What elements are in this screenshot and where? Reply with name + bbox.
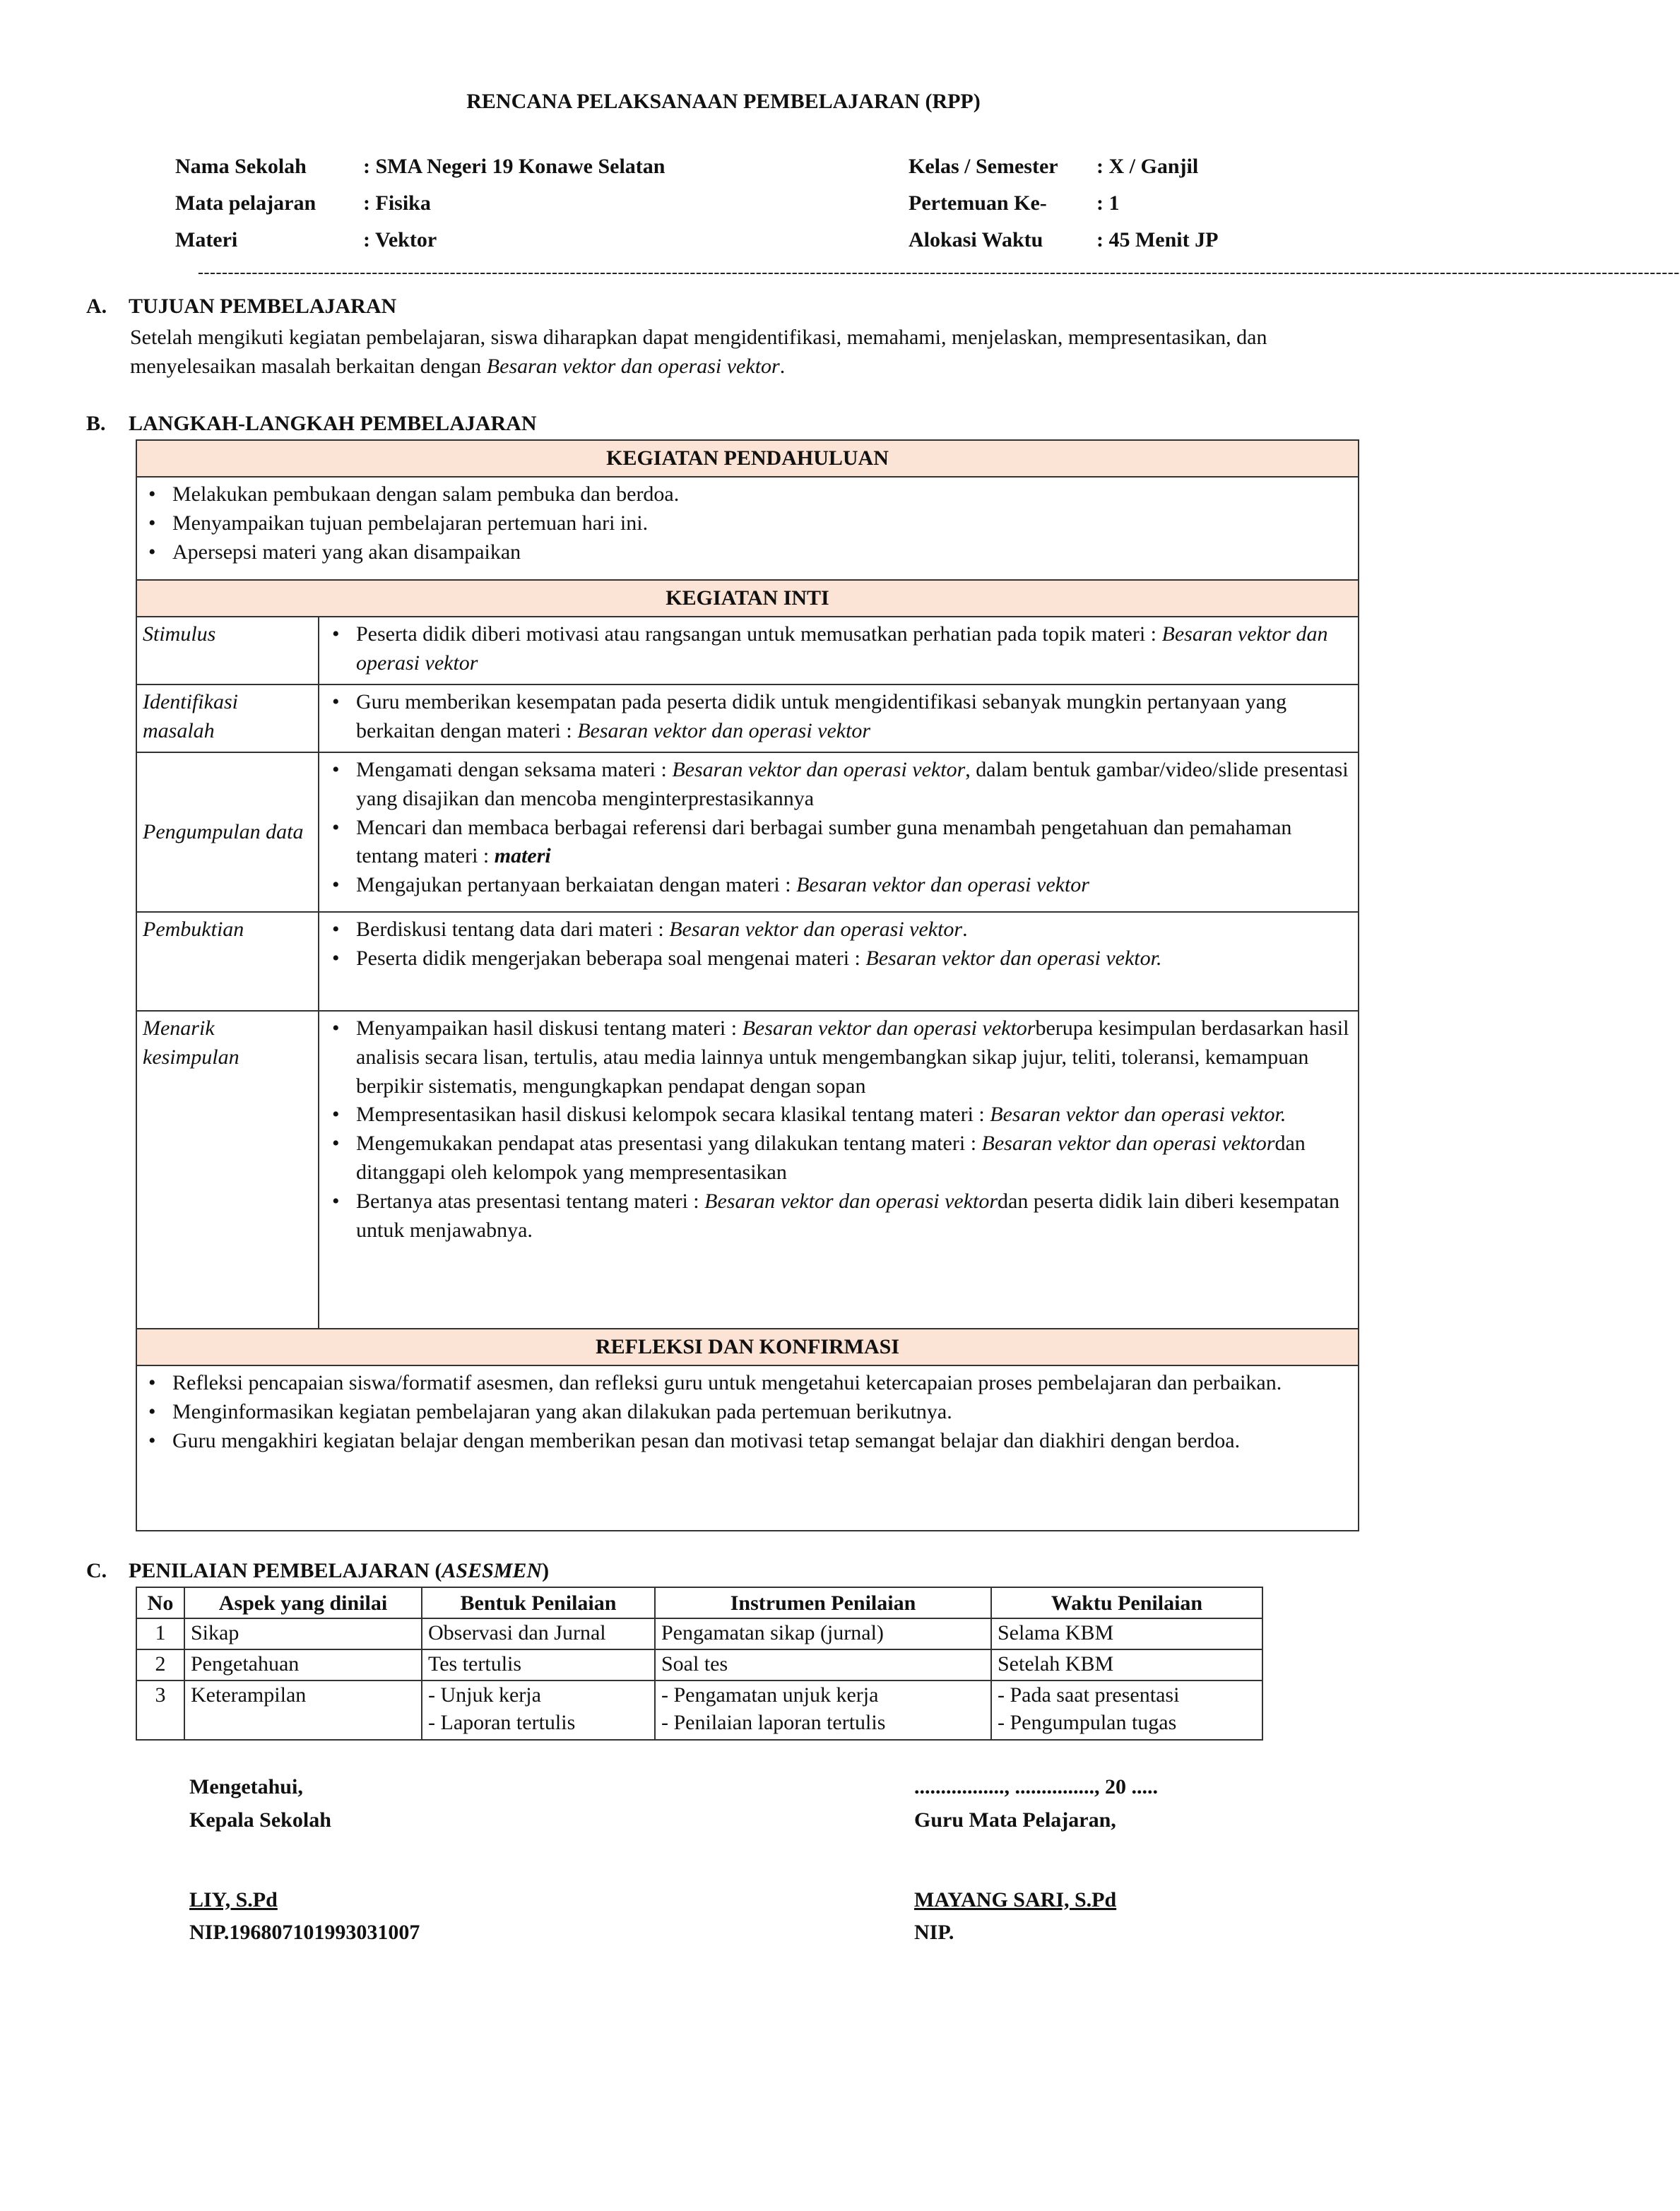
identifikasi-cell	[319, 684, 1359, 752]
list-item	[326, 1014, 1351, 1101]
sign-knowing: Mengetahui,	[189, 1775, 303, 1798]
section-c-heading	[86, 1557, 549, 1586]
stimulus-cell	[319, 617, 1359, 684]
cell-line: - Pada saat presentasi	[998, 1683, 1180, 1707]
stage-identifikasi: Identifikasi masalah	[136, 684, 319, 752]
page-title: RENCANA PELAKSANAAN PEMBELAJARAN (RPP)	[466, 90, 981, 113]
signature-left	[189, 1773, 420, 1948]
sign-nip: NIP.196807101993031007	[189, 1921, 420, 1945]
cell-bentuk: Tes tertulis	[422, 1649, 655, 1681]
item-text: Mengamati dengan seksama materi :	[356, 758, 673, 781]
item-text: Mempresentasikan hasil diskusi kelompok secara klasikal tentang materi :	[356, 1103, 990, 1127]
column-header: Instrumen Penilaian	[655, 1587, 991, 1618]
sign-role: Kepala Sekolah	[189, 1808, 331, 1832]
item-text: dan peserta didik lain diberi kesempatan untuk menjawabnya.	[356, 1189, 1340, 1242]
section-title: TUJUAN PEMBELAJARAN	[129, 295, 397, 318]
cell-no: 3	[136, 1681, 184, 1740]
item-topic: Besaran vektor dan operasi vektor	[704, 1189, 998, 1213]
list-item	[326, 814, 1351, 872]
item-text: Guru memberikan kesempatan pada peserta didik untuk mengidentifikasi sebanyak mungkin pertanyaan yang berkaitan dengan materi :	[356, 690, 1287, 742]
item-topic: Besaran vektor dan operasi vektor	[669, 918, 963, 941]
sign-name: LIY, S.Pd	[189, 1887, 278, 1911]
cell-line: - Penilaian laporan tertulis	[661, 1711, 886, 1734]
info-label: Nama Sekolah	[175, 155, 307, 178]
cell-line: - Pengamatan unjuk kerja	[661, 1683, 879, 1707]
item-text: Menyampaikan hasil diskusi tentang materi :	[356, 1016, 743, 1040]
cell-line: - Laporan tertulis	[428, 1711, 576, 1734]
stage-kesimpulan: Menarik kesimpulan	[136, 1011, 319, 1329]
sign-name: MAYANG SARI, S.Pd	[914, 1887, 1117, 1911]
item-text: Peserta didik mengerjakan beberapa soal mengenai materi :	[356, 946, 866, 970]
cell-aspek: Keterampilan	[184, 1681, 422, 1740]
info-value: : 1	[1096, 191, 1120, 215]
stage-pengumpulan: Pengumpulan data	[136, 752, 319, 912]
sign-nip: NIP.	[914, 1921, 954, 1945]
list-item: • Refleksi pencapaian siswa/formatif asesmen, dan refleksi guru untuk mengetahui ketercapaian proses pembelajaran dan perbaikan.	[143, 1369, 1352, 1398]
kesimpulan-cell	[319, 1011, 1359, 1329]
info-value: : Vektor	[363, 228, 437, 251]
stage-pembuktian: Pembuktian	[136, 912, 319, 1011]
list-item	[326, 1101, 1351, 1130]
list-item	[326, 915, 1351, 944]
cell-instrumen: Pengamatan sikap (jurnal)	[655, 1618, 991, 1649]
objective-text: Setelah mengikuti kegiatan pembelajaran, siswa diharapkan dapat mengidentifikasi, memahami, menjelaskan, mempresentasikan, dan menyelesaikan masalah berkaitan dengan	[130, 326, 1267, 378]
stage-stimulus: Stimulus	[136, 617, 319, 684]
cell-line: - Pengumpulan tugas	[998, 1711, 1177, 1734]
cell-waktu: Setelah KBM	[991, 1649, 1262, 1681]
list-item: • Guru mengakhiri kegiatan belajar dengan memberikan pesan dan motivasi tetap semangat belajar dan diakhiri dengan berdoa.	[143, 1427, 1352, 1456]
column-header: Aspek yang dinilai	[184, 1587, 422, 1618]
pendahuluan-cell	[136, 477, 1359, 580]
assessment-table	[136, 1587, 1263, 1741]
info-label: Kelas / Semester	[909, 155, 1058, 178]
list-item: • Menyampaikan tujuan pembelajaran pertemuan hari ini.	[143, 509, 1352, 538]
item-topic: Besaran vektor dan operasi vektor	[356, 622, 1328, 675]
pembuktian-cell	[319, 912, 1359, 1011]
sign-date: ................., ..............., 20 .....	[914, 1775, 1158, 1798]
cell-aspek: Sikap	[184, 1618, 422, 1649]
signature-right	[914, 1773, 1158, 1948]
list-item: • Apersepsi materi yang akan disampaikan	[143, 538, 1352, 567]
cell-waktu	[991, 1681, 1262, 1740]
item-text: , dalam bentuk gambar/video/slide presentasi yang disajikan dan mencoba menginterprestasikannya	[356, 758, 1349, 810]
list-item	[326, 756, 1351, 814]
table-row	[136, 1618, 1262, 1649]
cell-waktu: Selama KBM	[991, 1618, 1262, 1649]
info-right	[909, 153, 1332, 251]
item-topic: Besaran vektor dan operasi vektor	[981, 1132, 1275, 1156]
item-text: .	[962, 918, 968, 941]
item-topic: Besaran vektor dan operasi vektor.	[865, 946, 1162, 970]
info-label: Materi	[175, 228, 238, 251]
cell-instrumen: Soal tes	[655, 1649, 991, 1681]
info-value: : SMA Negeri 19 Konawe Selatan	[363, 155, 666, 178]
item-text: Berdiskusi tentang data dari materi :	[356, 918, 670, 941]
item-topic: Besaran vektor dan operasi vektor.	[990, 1103, 1286, 1127]
section-title: PENILAIAN PEMBELAJARAN (	[129, 1559, 442, 1582]
section-letter: C.	[86, 1559, 107, 1582]
objective-topic: Besaran vektor dan operasi vektor	[486, 354, 780, 378]
info-left	[175, 153, 811, 251]
info-label: Mata pelajaran	[175, 191, 317, 215]
column-header: Waktu Penilaian	[991, 1587, 1262, 1618]
table-header-row	[136, 1587, 1262, 1618]
list-item: • Melakukan pembukaan dengan salam pembuka dan berdoa.	[143, 480, 1352, 509]
separator-line: -------------------------------------------------------------------------------------------------------------------------------------------------------------------------------------------------------------------------------------------------------	[198, 263, 1680, 282]
cell-bentuk	[422, 1681, 655, 1740]
table-row	[136, 1681, 1262, 1740]
item-text: dan ditanggapi oleh kelompok yang mempresentasikan	[356, 1132, 1306, 1184]
item-text: Mengemukakan pendapat atas presentasi yang dilakukan tentang materi :	[356, 1132, 982, 1156]
list-item	[326, 620, 1351, 678]
section-a-heading	[86, 292, 396, 321]
item-text: Bertanya atas presentasi tentang materi :	[356, 1189, 705, 1213]
item-topic: Besaran vektor dan operasi vektor	[577, 718, 871, 742]
item-topic: Besaran vektor dan operasi vektor	[742, 1016, 1036, 1040]
info-value: : X / Ganjil	[1096, 155, 1199, 178]
sign-role: Guru Mata Pelajaran,	[914, 1808, 1116, 1832]
header-pendahuluan: KEGIATAN PENDAHULUAN	[136, 440, 1359, 477]
item-topic: Besaran vektor dan operasi vektor	[672, 758, 966, 781]
section-b-heading	[86, 410, 537, 439]
info-value: : 45 Menit JP	[1096, 228, 1219, 251]
list-item: • Menginformasikan kegiatan pembelajaran yang akan dilakukan pada pertemuan berikutnya.	[143, 1398, 1352, 1427]
item-text: berupa kesimpulan berdasarkan hasil analisis secara lisan, tertulis, atau media lainnya untuk mengembangkan sikap jujur, teliti, toleransi, kemampuan berpikir sistematis, mengungkapkan pendapat dengan sopan	[356, 1016, 1349, 1098]
list-item	[326, 871, 1351, 900]
objective-end: .	[779, 354, 786, 378]
cell-instrumen	[655, 1681, 991, 1740]
section-letter: B.	[86, 412, 106, 435]
cell-line: - Unjuk kerja	[428, 1683, 541, 1707]
table-row	[136, 1649, 1262, 1681]
section-letter: A.	[86, 295, 107, 318]
header-refleksi: REFLEKSI DAN KONFIRMASI	[136, 1329, 1359, 1365]
list-item	[326, 944, 1351, 973]
item-topic: materi	[494, 844, 551, 868]
pengumpulan-cell	[319, 752, 1359, 912]
list-item	[326, 1130, 1351, 1187]
refleksi-cell	[136, 1365, 1359, 1531]
list-item	[326, 1187, 1351, 1245]
column-header: Bentuk Penilaian	[422, 1587, 655, 1618]
section-title-italic: ASESMEN	[442, 1559, 543, 1582]
section-title-end: )	[542, 1559, 550, 1582]
learning-objective-text	[130, 324, 1373, 381]
item-text: Mencari dan membaca berbagai referensi dari berbagai sumber guna menambah pengetahuan dan pemahaman tentang materi :	[356, 815, 1292, 868]
item-topic: Besaran vektor dan operasi vektor	[796, 873, 1089, 897]
cell-bentuk: Observasi dan Jurnal	[422, 1618, 655, 1649]
learning-steps-table	[136, 439, 1359, 1531]
list-item	[326, 688, 1351, 746]
cell-no: 1	[136, 1618, 184, 1649]
item-text: Peserta didik diberi motivasi atau rangsangan untuk memusatkan perhatian pada topik materi :	[356, 622, 1162, 646]
info-value: : Fisika	[363, 191, 431, 215]
info-label: Alokasi Waktu	[909, 228, 1043, 251]
section-title: LANGKAH-LANGKAH PEMBELAJARAN	[129, 412, 537, 435]
column-header: No	[136, 1587, 184, 1618]
item-text: Mengajukan pertanyaan berkaiatan dengan materi :	[356, 873, 797, 897]
header-inti: KEGIATAN INTI	[136, 580, 1359, 617]
cell-aspek: Pengetahuan	[184, 1649, 422, 1681]
cell-no: 2	[136, 1649, 184, 1681]
info-label: Pertemuan Ke-	[909, 191, 1047, 215]
